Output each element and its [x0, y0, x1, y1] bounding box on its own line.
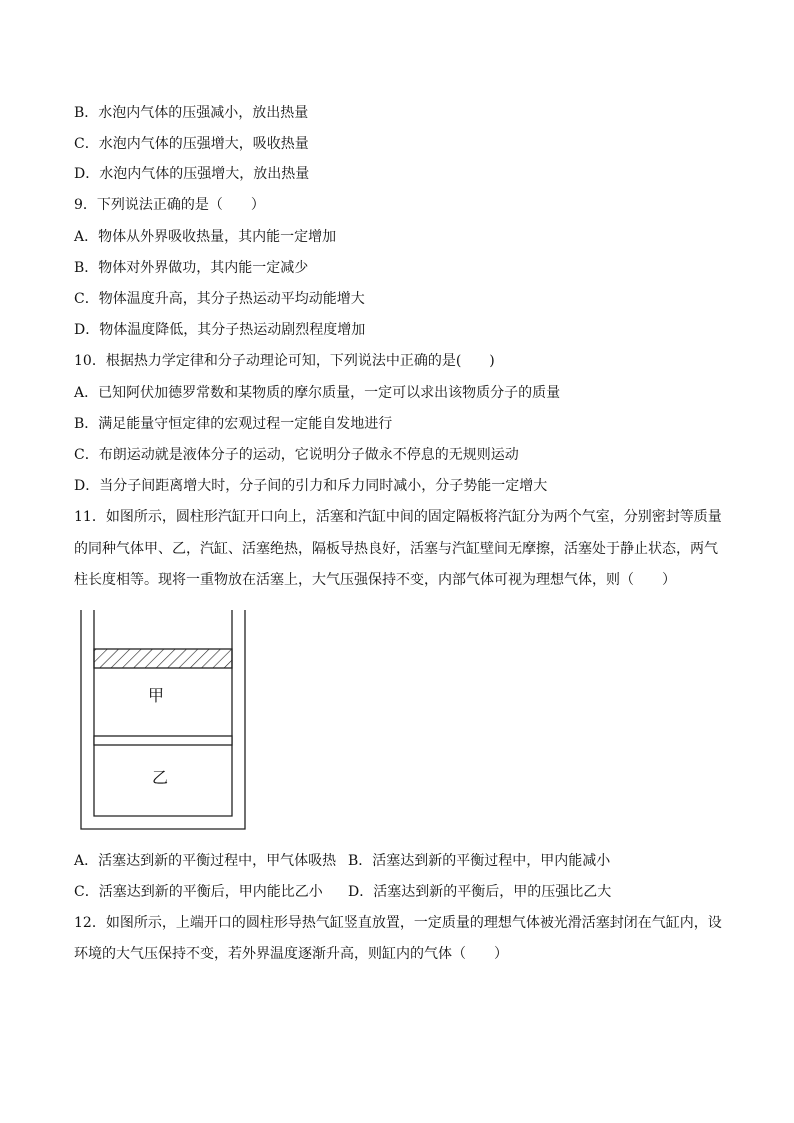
q11-stem-line3: 柱长度相等。现将一重物放在活塞上，大气压强保持不变，内部气体可视为理想气体，则（ ）: [74, 572, 676, 588]
piston: [94, 649, 232, 668]
q9-option-a: A．物体从外界吸收热量，其内能一定增加: [74, 229, 337, 245]
q11-option-c: C．活塞达到新的平衡后，甲内能比乙小: [74, 884, 323, 900]
q10-option-c: C．布朗运动就是液体分子的运动，它说明分子做永不停息的无规则运动: [74, 447, 519, 463]
q11-option-a: A．活塞达到新的平衡过程中，甲气体吸热: [74, 853, 337, 869]
cylinder-outer-wall: [81, 610, 245, 829]
q10-option-d: D．当分子间距离增大时，分子间的引力和斥力同时减小，分子势能一定增大: [74, 478, 548, 494]
partition: [94, 736, 232, 745]
q9-stem: 9．下列说法正确的是（ ）: [74, 197, 265, 213]
q10-option-a: A．已知阿伏加德罗常数和某物质的摩尔质量，一定可以求出该物质分子的质量: [74, 385, 561, 401]
q8-option-b: B．水泡内气体的压强减小，放出热量: [74, 105, 309, 121]
q9-option-b: B．物体对外界做功，其内能一定减少: [74, 260, 309, 276]
q10-stem: 10．根据热力学定律和分子动理论可知，下列说法中正确的是( ): [74, 353, 495, 369]
q11-options-row2: [74, 882, 611, 902]
q11-stem-line2: 的同种气体甲、乙，汽缸、活塞绝热，隔板导热良好，活塞与汽缸壁间无摩擦，活塞处于静止状态，两气: [74, 541, 718, 557]
q10-option-b: B．满足能量守恒定律的宏观过程一定能自发地进行: [74, 416, 393, 432]
q8-option-c: C．水泡内气体的压强增大，吸收热量: [74, 136, 309, 152]
gas-label-bottom: 乙: [152, 768, 169, 787]
q11-options-row1: [74, 851, 610, 871]
q12-stem-line1: 12．如图所示，上端开口的圆柱形导热气缸竖直放置，一定质量的理想气体被光滑活塞封闭在气缸内，设: [74, 915, 722, 931]
gas-label-top: 甲: [148, 686, 165, 705]
q8-option-d: D．水泡内气体的压强增大，放出热量: [74, 166, 310, 182]
cylinder-figure: [80, 608, 246, 830]
q11-stem-line1: 11．如图所示，圆柱形汽缸开口向上，活塞和汽缸中间的固定隔板将汽缸分为两个气室，分别密封等质量: [74, 509, 722, 525]
q12-stem-line2: 环境的大气压保持不变，若外界温度逐渐升高，则缸内的气体（ ）: [74, 946, 508, 962]
cylinder-diagram: [80, 608, 246, 830]
q9-option-d: D．物体温度降低，其分子热运动剧烈程度增加: [74, 322, 366, 338]
q9-option-c: C．物体温度升高，其分子热运动平均动能增大: [74, 291, 365, 307]
q11-option-d: D．活塞达到新的平衡后，甲的压强比乙大: [348, 884, 612, 900]
q11-option-b: B．活塞达到新的平衡过程中，甲内能减小: [348, 853, 611, 869]
